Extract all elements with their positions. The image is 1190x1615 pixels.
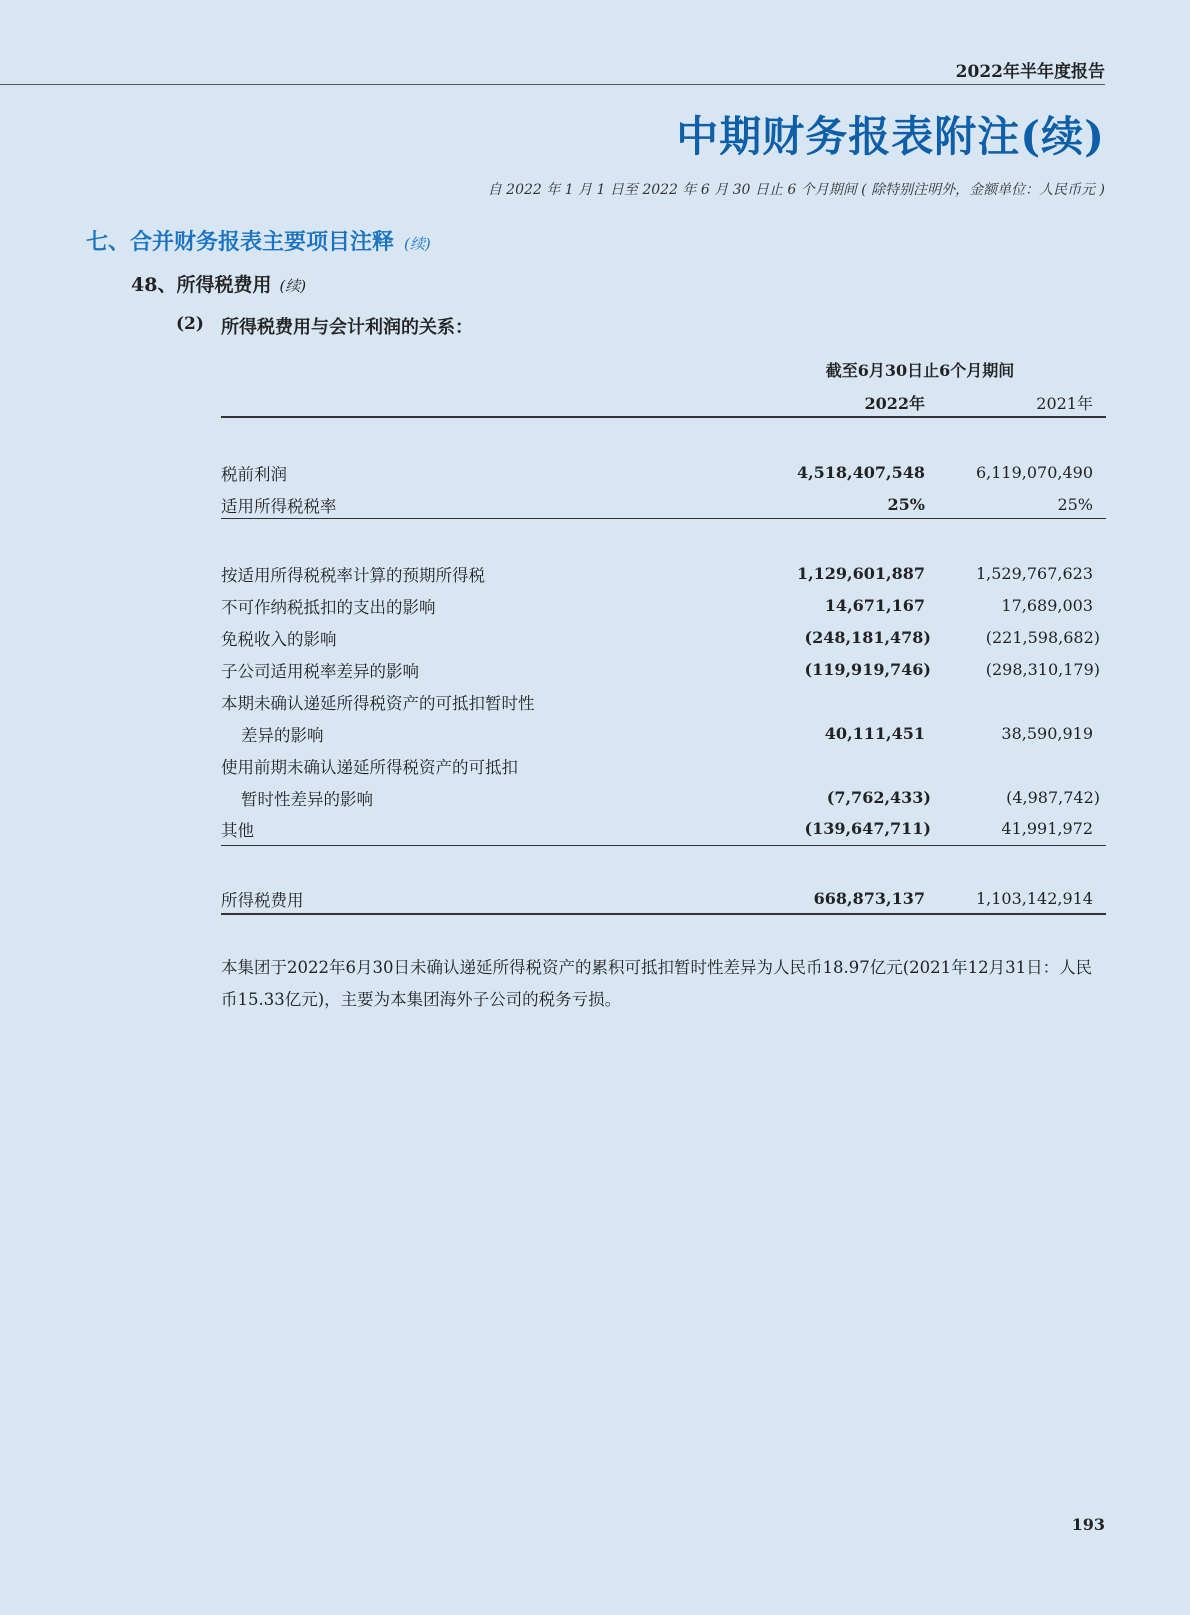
table-cell-2022: 40,111,451 xyxy=(824,724,925,743)
subsection-title-text: 48、所得税费用 xyxy=(131,274,272,296)
table-row-label: 按适用所得税税率计算的预期所得税 xyxy=(221,566,485,585)
header-rule xyxy=(0,84,1105,85)
subsection-cont-label: (续) xyxy=(279,277,307,295)
table-cell-2021-total: 1,103,142,914 xyxy=(975,889,1093,908)
report-label: 2022年半年度报告 xyxy=(955,62,1105,82)
table-cell-2022: 1,129,601,887 xyxy=(796,564,925,583)
table-row-label: 免税收入的影响 xyxy=(221,630,337,649)
table-cell-2021: 1,529,767,623 xyxy=(975,564,1093,583)
table-cell-2021: (221,598,682) xyxy=(985,628,1100,647)
table-cell-2022: (119,919,746) xyxy=(804,660,931,679)
table-cell-2022: 25% xyxy=(887,495,925,514)
table-row-label: 使用前期未确认递延所得税资产的可抵扣 xyxy=(221,758,518,777)
period-note: 自 2022 年 1 月 1 日至 2022 年 6 月 30 日止 6 个月期间 ( 除特别注明外，金额单位：人民币元 ) xyxy=(487,182,1105,198)
item-title: 所得税费用与会计利润的关系： xyxy=(221,317,473,338)
table-total-rule xyxy=(221,913,1106,915)
table-rule xyxy=(221,518,1106,519)
table-row-label: 税前利润 xyxy=(221,465,287,484)
footnote-paragraph: 本集团于2022年6月30日未确认递延所得税资产的累积可抵扣暂时性差异为人民币18.97亿元(2021年12月31日：人民币15.33亿元)，主要为本集团海外子公司的税务亏损。 xyxy=(221,958,1093,1009)
table-cell-2022-total: 668,873,137 xyxy=(813,889,925,908)
table-row-label-continued: 暂时性差异的影响 xyxy=(241,790,373,809)
table-cell-2022: (248,181,478) xyxy=(804,628,931,647)
table-row-label: 本期未确认递延所得税资产的可抵扣暂时性 xyxy=(221,694,535,713)
table-period-header: 截至6月30日止6个月期间 xyxy=(825,361,1015,380)
table-row-label: 不可作纳税抵扣的支出的影响 xyxy=(221,598,436,617)
section-title-text: 七、合并财务报表主要项目注释 xyxy=(86,229,395,255)
page-title: 中期财务报表附注(续) xyxy=(676,112,1105,161)
table-row-label-total: 所得税费用 xyxy=(221,891,304,910)
item-number: (2) xyxy=(176,314,204,334)
column-header-2021: 2021年 xyxy=(1036,394,1093,413)
table-cell-2021: (4,987,742) xyxy=(1006,788,1100,807)
table-cell-2022: 4,518,407,548 xyxy=(796,463,925,482)
table-cell-2022: (7,762,433) xyxy=(826,788,931,807)
table-cell-2021: (298,310,179) xyxy=(985,660,1100,679)
table-row-label: 适用所得税税率 xyxy=(221,497,337,516)
table-row-label-continued: 差异的影响 xyxy=(241,726,324,745)
subsection-title xyxy=(131,270,306,297)
table-cell-2021: 17,689,003 xyxy=(1001,596,1093,615)
table-cell-2022: (139,647,711) xyxy=(804,819,931,838)
table-cell-2021: 41,991,972 xyxy=(1001,819,1093,838)
column-header-2022: 2022年 xyxy=(864,394,925,413)
table-row-label: 子公司适用税率差异的影响 xyxy=(221,662,419,681)
section-title xyxy=(86,225,431,256)
table-cell-2021: 25% xyxy=(1057,495,1093,514)
table-cell-2021: 6,119,070,490 xyxy=(975,463,1093,482)
table-cell-2022: 14,671,167 xyxy=(824,596,925,615)
section-cont-label: (续) xyxy=(404,235,431,253)
table-row-label: 其他 xyxy=(221,821,254,840)
table-rule xyxy=(221,845,1106,846)
page-number: 193 xyxy=(1071,1515,1105,1534)
table-cell-2021: 38,590,919 xyxy=(1001,724,1093,743)
table-header-rule xyxy=(221,416,1106,418)
